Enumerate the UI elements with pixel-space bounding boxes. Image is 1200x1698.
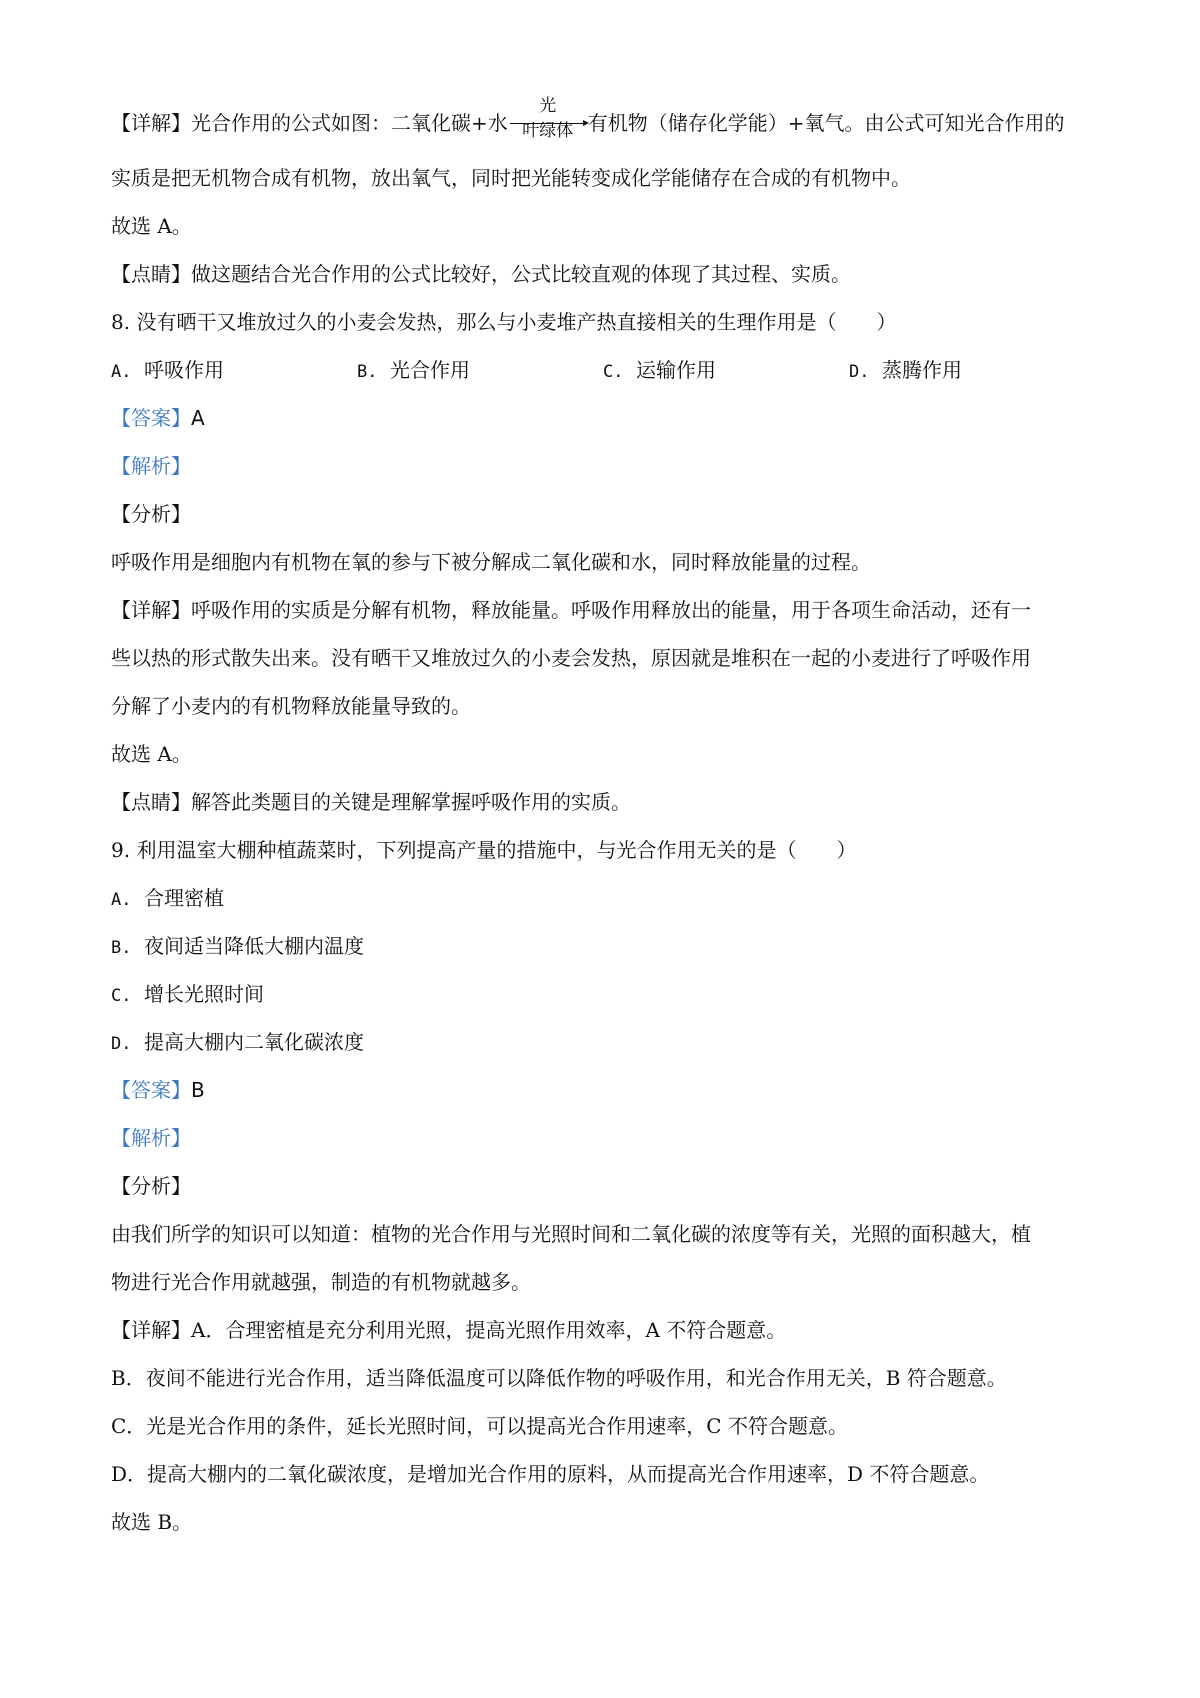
q9-choose-text: 故选 B。 [111,1510,193,1534]
q8-tip-line [111,787,631,817]
q9-option-b: B. 夜间适当降低大棚内温度 [111,934,364,958]
q9-detail-a [111,1315,786,1345]
detail-text: A．合理密植是充分利用光照，提高光照作用效率，A 不符合题意。 [191,1318,787,1342]
tip-label: 【点睛】 [111,262,191,286]
detail-formula-line [111,95,1065,141]
question-9-stem: 9. 利用温室大棚种植蔬菜时，下列提高产量的措施中，与光合作用无关的是（ ） [111,838,857,862]
detail-text-cont: 实质是把无机物合成有机物，放出氧气，同时把光能转变成化学能储存在合成的有机物中。 [111,166,911,190]
q9-option-c: C. 增长光照时间 [111,982,264,1006]
tip-text: 做这题结合光合作用的公式比较好，公式比较直观的体现了其过程、实质。 [191,262,851,286]
choose-text: 故选 A。 [111,214,192,238]
q9-jiexi-label: 【解析】 [111,1126,191,1150]
q8-fenxi-text: 呼吸作用是细胞内有机物在氧的参与下被分解成二氧化碳和水，同时释放能量的过程。 [111,550,871,574]
q8-option-a: A. 呼吸作用 [111,358,224,382]
q8-detail-line-1 [111,595,1031,625]
q8-option-c: C. 运输作用 [603,358,716,382]
formula-condition-light: 光 [539,95,557,116]
q9-answer-line [111,1075,205,1105]
tip-line [111,259,851,289]
photosynthesis-formula-arrow [508,95,588,141]
q8-detail-line-2: 些以热的形式散失出来。没有晒干又堆放过久的小麦会发热，原因就是堆积在一起的小麦进行了呼吸作用 [111,646,1031,670]
detail-label: 【详解】 [111,1318,191,1342]
q9-fenxi-line-1: 由我们所学的知识可以知道：植物的光合作用与光照时间和二氧化碳的浓度等有关，光照的面积越大，植 [111,1222,1031,1246]
q8-option-b: B. 光合作用 [357,358,470,382]
detail-text: 呼吸作用的实质是分解有机物，释放能量。呼吸作用释放出的能量，用于各项生命活动，还有一 [191,598,1031,622]
q8-option-d: D. 蒸腾作用 [849,358,962,382]
answer-value: B [191,1078,205,1102]
q8-detail-line-3: 分解了小麦内的有机物释放能量导致的。 [111,694,471,718]
q9-detail-d: D．提高大棚内的二氧化碳浓度，是增加光合作用的原料，从而提高光合作用速率，D 不符合题意。 [111,1462,990,1486]
question-8-stem: 8. 没有晒干又堆放过久的小麦会发热，那么与小麦堆产热直接相关的生理作用是（ ） [111,310,897,334]
q9-option-d: D. 提高大棚内二氧化碳浓度 [111,1030,364,1054]
q8-jiexi-label: 【解析】 [111,454,191,478]
detail-text: 光合作用的公式如图：二氧化碳+水 [191,111,508,135]
formula-condition-chloroplast: 叶绿体 [522,120,574,141]
q9-fenxi-line-2: 物进行光合作用就越强，制造的有机物就越多。 [111,1270,531,1294]
q8-choose-text: 故选 A。 [111,742,192,766]
answer-value: A [191,406,205,430]
q8-answer-line [111,403,205,433]
tip-label: 【点睛】 [111,790,191,814]
detail-label: 【详解】 [111,111,191,135]
answer-label: 【答案】 [111,406,191,430]
q9-fenxi-label: 【分析】 [111,1174,191,1198]
tip-text: 解答此类题目的关键是理解掌握呼吸作用的实质。 [191,790,631,814]
q9-detail-c: C．光是光合作用的条件，延长光照时间，可以提高光合作用速率，C 不符合题意。 [111,1414,848,1438]
q9-detail-b: B．夜间不能进行光合作用，适当降低温度可以降低作物的呼吸作用，和光合作用无关，B 符合题意。 [111,1366,1007,1390]
q9-option-a: A. 合理密植 [111,886,224,910]
q8-fenxi-label: 【分析】 [111,502,191,526]
detail-text: 有机物（储存化学能）+氧气。由公式可知光合作用的 [587,111,1065,135]
answer-label: 【答案】 [111,1078,191,1102]
detail-label: 【详解】 [111,598,191,622]
